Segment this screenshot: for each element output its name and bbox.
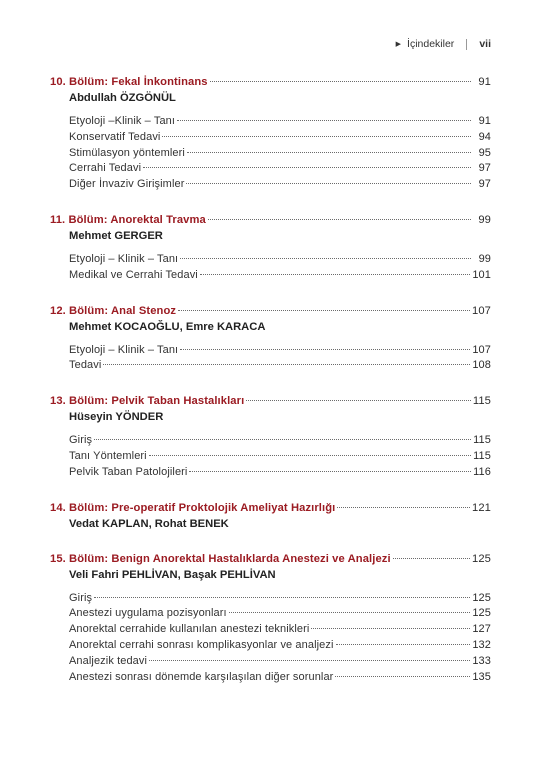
section-title: Analjezik tedavi [69,654,148,667]
dot-leader [149,660,470,661]
chapter-block [50,500,491,532]
header-page-number: vii [479,38,491,50]
section-title: Pelvik Taban Patolojileri [69,465,188,478]
section-entry[interactable] [69,343,491,359]
section-title: Tedavi [69,359,102,372]
section-page-number: 115 [473,449,491,462]
section-page-number: 97 [478,162,491,175]
section-page-number: 95 [478,146,491,159]
section-entry[interactable] [69,670,491,686]
section-page-number: 133 [472,654,491,667]
triangle-marker-icon: ▶ [395,41,402,48]
dot-leader [180,349,470,350]
chapter-block [50,303,491,375]
header-divider [466,39,467,50]
dot-leader [180,258,471,259]
section-entry[interactable] [69,130,491,146]
section-entry[interactable] [69,449,491,465]
chapter-title: 10. Bölüm: Fekal İnkontinans [50,76,208,88]
section-title: Konservatif Tedavi [69,130,161,143]
section-entry[interactable] [69,252,491,268]
section-entry[interactable] [69,606,491,622]
section-page-number: 135 [472,670,491,683]
section-page-number: 101 [472,268,491,281]
chapter-entry[interactable] [50,551,491,567]
dot-leader [94,439,471,440]
chapter-author: Hüseyin YÖNDER [69,411,164,424]
section-title: Etyoloji – Klinik – Tanı [69,343,179,356]
dot-leader [336,644,471,645]
dot-leader [393,558,470,559]
chapter-block [50,393,491,480]
dot-leader [189,471,471,472]
chapter-page-number: 99 [478,213,491,226]
section-page-number: 107 [472,343,491,356]
section-title: Tanı Yöntemleri [69,449,147,462]
dot-leader [210,81,471,82]
section-title: Medikal ve Cerrahi Tedavi [69,268,198,281]
chapter-author: Abdullah ÖZGÖNÜL [69,92,176,104]
section-title: Anestezi sonrası dönemde karşılaşılan diğer sorunlar [69,670,334,683]
section-entry[interactable] [69,161,491,177]
section-page-number: 99 [478,252,491,265]
dot-leader [162,136,471,137]
section-entry[interactable] [69,591,491,607]
section-entry[interactable] [69,114,491,130]
section-entry[interactable] [69,465,491,481]
section-entry[interactable] [69,268,491,284]
dot-leader [143,167,471,168]
section-entry[interactable] [69,433,491,449]
section-title: Cerrahi Tedavi [69,162,142,175]
chapter-entry[interactable] [50,303,491,319]
chapter-page-number: 125 [472,552,491,565]
chapter-block [50,212,491,284]
chapter-entry[interactable] [50,393,491,409]
section-title: Diğer İnvaziv Girişimler [69,178,185,191]
section-page-number: 97 [478,178,491,191]
chapter-entry[interactable] [50,212,491,228]
section-title: Etyoloji –Klinik – Tanı [69,115,176,127]
section-entry[interactable] [69,358,491,374]
dot-leader [94,597,470,598]
chapter-title: 14. Bölüm: Pre-operatif Proktolojik Ameliyat Hazırlığı [50,501,336,514]
chapter-author: Mehmet GERGER [69,229,163,242]
dot-leader [149,455,471,456]
section-entry[interactable] [69,146,491,162]
running-header [396,38,491,50]
header-section-title: İçindekiler [407,38,455,50]
table-of-contents [50,74,491,704]
section-page-number: 115 [473,434,491,447]
section-page-number: 132 [472,638,491,651]
section-title: Giriş [69,434,93,447]
dot-leader [177,120,471,121]
section-entry[interactable] [69,654,491,670]
chapter-title: 12. Bölüm: Anal Stenoz [50,304,177,317]
section-title: Anorektal cerrahi sonrası komplikasyonlar ve analjezi [69,638,334,651]
section-title: Anorektal cerrahide kullanılan anestezi teknikleri [69,623,310,636]
chapter-page-number: 115 [472,395,491,408]
dot-leader [229,612,471,613]
section-list [50,252,491,284]
dot-leader [186,183,471,184]
chapter-block [50,74,491,193]
section-page-number: 125 [472,607,491,620]
chapter-entry[interactable] [50,500,491,516]
chapter-entry[interactable] [50,74,491,90]
chapter-author: Mehmet KOCAOĞLU, Emre KARACA [69,320,266,333]
chapter-title: 11. Bölüm: Anorektal Travma [50,213,206,226]
chapter-page-number: 91 [478,76,491,88]
section-page-number: 94 [478,130,491,143]
chapter-page-number: 107 [472,304,491,317]
section-entry[interactable] [69,177,491,193]
section-page-number: 108 [472,359,491,372]
section-entry[interactable] [69,622,491,638]
dot-leader [200,274,470,275]
dot-leader [337,507,470,508]
dot-leader [246,400,471,401]
section-list [50,343,491,375]
dot-leader [311,628,470,629]
section-entry[interactable] [69,638,491,654]
dot-leader [103,364,470,365]
chapter-author: Veli Fahri PEHLİVAN, Başak PEHLİVAN [69,568,276,581]
chapter-page-number: 121 [472,501,491,514]
section-list [50,591,491,686]
section-page-number: 127 [472,623,491,636]
section-page-number: 91 [478,115,491,127]
dot-leader [187,152,471,153]
dot-leader [178,310,470,311]
section-title: Anestezi uygulama pozisyonları [69,607,227,620]
section-title: Etyoloji – Klinik – Tanı [69,252,179,265]
section-list [50,433,491,480]
section-list [50,114,491,193]
section-title: Giriş [69,591,93,604]
section-title: Stimülasyon yöntemleri [69,146,185,159]
section-page-number: 125 [472,591,491,604]
chapter-author: Vedat KAPLAN, Rohat BENEK [69,517,229,530]
chapter-block [50,551,491,686]
section-page-number: 116 [473,465,491,478]
dot-leader [208,219,471,220]
dot-leader [335,676,470,677]
chapter-title: 15. Bölüm: Benign Anorektal Hastalıklarda Anestezi ve Analjezi [50,552,391,565]
chapter-title: 13. Bölüm: Pelvik Taban Hastalıkları [50,395,245,408]
